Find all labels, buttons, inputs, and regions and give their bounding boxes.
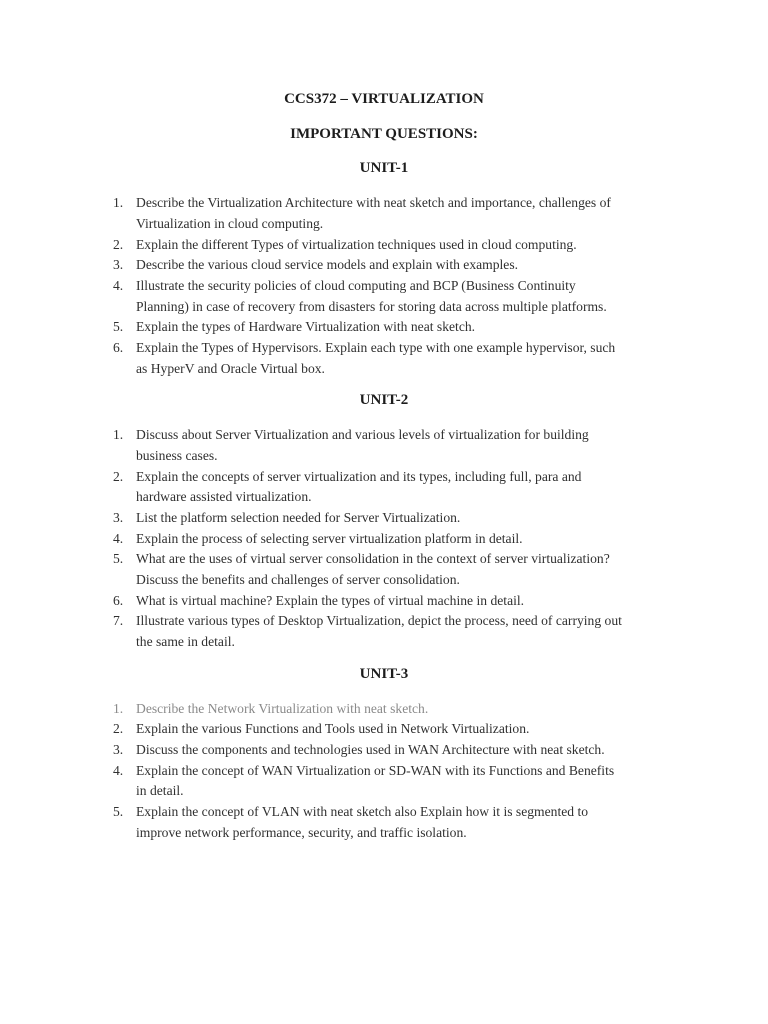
question-line: Explain the concept of WAN Virtualization or SD-WAN with its Functions and Benefits xyxy=(136,762,615,778)
question-number: 1. xyxy=(113,700,124,716)
question-text xyxy=(136,740,768,761)
question-text xyxy=(136,591,768,612)
question-number: 2. xyxy=(113,468,124,484)
question-number: 5. xyxy=(113,319,124,335)
question-line: business cases. xyxy=(136,447,218,463)
question-number: 6. xyxy=(113,592,124,608)
question-line: Explain the Types of Hypervisors. Explain each type with one example hypervisor, such xyxy=(136,340,616,356)
question-line: hardware assisted virtualization. xyxy=(136,489,312,505)
unit-section xyxy=(0,158,768,379)
question-number: 1. xyxy=(113,195,124,211)
question-item xyxy=(0,761,768,802)
question-line: Explain the types of Hardware Virtualization with neat sketch. xyxy=(136,319,476,335)
question-number: 7. xyxy=(113,613,124,629)
question-line: Describe the various cloud service models and explain with examples. xyxy=(136,257,519,273)
question-text xyxy=(136,276,768,317)
question-line: in detail. xyxy=(136,783,184,799)
question-text xyxy=(136,255,768,276)
question-item xyxy=(0,235,768,256)
question-number: 2. xyxy=(113,236,124,252)
question-text xyxy=(136,338,768,379)
question-number: 3. xyxy=(113,741,124,757)
question-text xyxy=(136,761,768,802)
question-line: Virtualization in cloud computing. xyxy=(136,215,324,231)
question-line: Explain the different Types of virtualization techniques used in cloud computing. xyxy=(136,236,577,252)
question-text xyxy=(136,467,768,508)
question-item xyxy=(0,719,768,740)
question-text xyxy=(136,508,768,529)
question-line: Illustrate the security policies of cloud computing and BCP (Business Continuity xyxy=(136,277,576,293)
question-line: Explain the process of selecting server virtualization platform in detail. xyxy=(136,530,523,546)
unit-heading: UNIT-3 xyxy=(359,665,409,682)
question-list xyxy=(0,193,768,379)
question-text xyxy=(136,425,768,466)
question-number: 3. xyxy=(113,509,124,525)
question-line: Explain the various Functions and Tools used in Network Virtualization. xyxy=(136,721,530,737)
question-item xyxy=(0,611,768,652)
question-number: 2. xyxy=(113,721,124,737)
question-list xyxy=(0,425,768,653)
unit-heading: UNIT-1 xyxy=(359,160,409,177)
unit-section xyxy=(0,390,768,652)
question-number: 5. xyxy=(113,551,124,567)
question-line: Discuss the components and technologies used in WAN Architecture with neat sketch. xyxy=(136,741,605,757)
question-item xyxy=(0,317,768,338)
question-text xyxy=(136,235,768,256)
question-item xyxy=(0,338,768,379)
question-number: 5. xyxy=(113,804,124,820)
question-line: What is virtual machine? Explain the types of virtual machine in detail. xyxy=(136,592,525,608)
question-line: Discuss the benefits and challenges of server consolidation. xyxy=(136,572,460,588)
question-number: 4. xyxy=(113,762,124,778)
unit-heading: UNIT-2 xyxy=(359,392,409,409)
question-item xyxy=(0,802,768,843)
question-number: 6. xyxy=(113,340,124,356)
question-text xyxy=(136,529,768,550)
question-item xyxy=(0,276,768,317)
document-subtitle: IMPORTANT QUESTIONS: xyxy=(290,125,478,142)
question-text xyxy=(136,611,768,652)
question-item xyxy=(0,699,768,720)
question-line: the same in detail. xyxy=(136,634,235,650)
unit-sections xyxy=(0,158,768,843)
question-item xyxy=(0,591,768,612)
question-number: 1. xyxy=(113,427,124,443)
question-line: Illustrate various types of Desktop Virtualization, depict the process, need of carrying out xyxy=(136,613,622,629)
question-line: Describe the Virtualization Architecture with neat sketch and importance, challenges of xyxy=(136,195,611,211)
question-line: Describe the Network Virtualization with neat sketch. xyxy=(136,700,429,716)
question-list xyxy=(0,699,768,844)
question-line: Explain the concept of VLAN with neat sketch also Explain how it is segmented to xyxy=(136,804,589,820)
question-item xyxy=(0,255,768,276)
question-line: improve network performance, security, and traffic isolation. xyxy=(136,824,467,840)
question-item xyxy=(0,467,768,508)
question-line: What are the uses of virtual server consolidation in the context of server virtualization? xyxy=(136,551,610,567)
question-item xyxy=(0,508,768,529)
question-line: Planning) in case of recovery from disasters for storing data across multiple platforms. xyxy=(136,298,607,314)
question-text xyxy=(136,699,768,720)
question-number: 4. xyxy=(113,530,124,546)
question-line: Discuss about Server Virtualization and various levels of virtualization for building xyxy=(136,427,589,443)
question-text xyxy=(136,802,768,843)
question-line: as HyperV and Oracle Virtual box. xyxy=(136,360,325,376)
question-line: Explain the concepts of server virtualization and its types, including full, para and xyxy=(136,468,582,484)
question-text xyxy=(136,317,768,338)
question-number: 4. xyxy=(113,277,124,293)
question-text xyxy=(136,719,768,740)
question-item xyxy=(0,193,768,234)
question-text xyxy=(136,549,768,590)
document-title: CCS372 – VIRTUALIZATION xyxy=(284,91,484,107)
question-item xyxy=(0,425,768,466)
question-item xyxy=(0,529,768,550)
unit-section xyxy=(0,664,768,844)
question-item xyxy=(0,549,768,590)
question-number: 3. xyxy=(113,257,124,273)
question-line: List the platform selection needed for Server Virtualization. xyxy=(136,509,461,525)
question-item xyxy=(0,740,768,761)
question-text xyxy=(136,193,768,234)
